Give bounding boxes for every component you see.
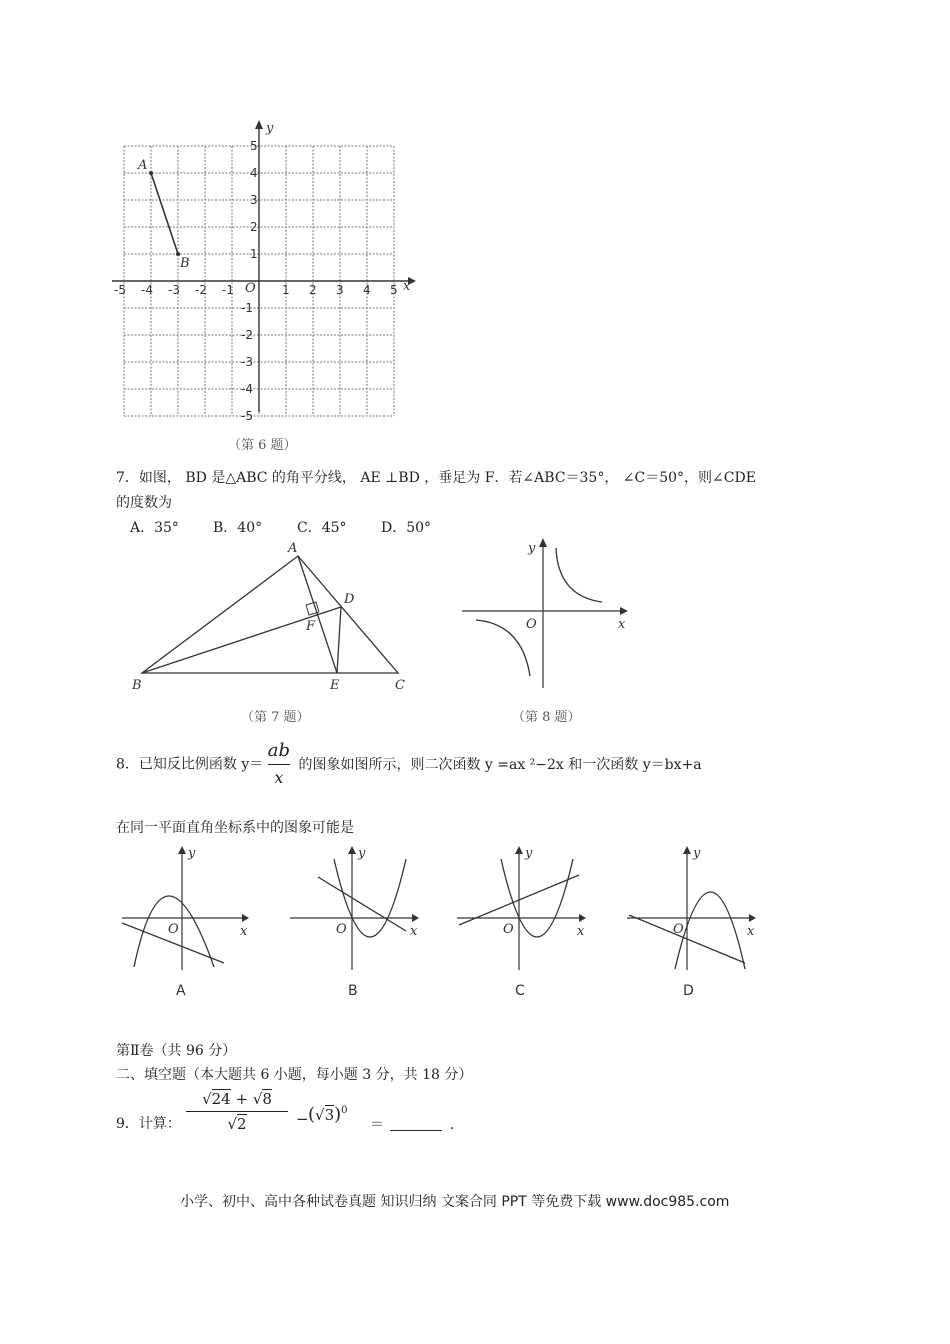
option-graph-d [623, 845, 763, 1000]
x-tick-label: 1 [282, 283, 290, 297]
question-8-suffix: 的图象如图所示，则二次函数 y =ax ²−2x 和一次函数 y＝bx+a [298, 756, 702, 773]
y-tick-label: -4 [241, 382, 253, 396]
question-7-option-a: A．35° [130, 520, 179, 536]
y-tick-label: -5 [241, 409, 253, 423]
plus-sign: + [230, 1090, 253, 1108]
x-tick-label: -2 [195, 283, 207, 297]
fraction-ab-over-x [268, 740, 290, 787]
figure-8-hyperbola [460, 536, 640, 696]
y-tick-label: -3 [241, 355, 253, 369]
period: ． [450, 1117, 464, 1133]
q9-fraction [182, 1090, 292, 1133]
sqrt-sign: √ [252, 1090, 263, 1108]
x-axis-label: x [747, 924, 755, 939]
y-axis-label: y [693, 846, 701, 861]
radicand-8: 8 [262, 1090, 272, 1108]
question-7-option-d: D．50° [381, 520, 432, 536]
option-graph-b [288, 845, 428, 1000]
figure-6-grid [110, 120, 420, 423]
origin-label: O [673, 922, 684, 937]
y-tick-label: -1 [241, 301, 253, 315]
y-tick-label: 5 [250, 139, 258, 153]
label-e: E [330, 678, 340, 693]
figure-7-caption: （第 7 题） [241, 710, 310, 725]
label-a: A [288, 541, 298, 556]
x-tick-label: 4 [363, 283, 371, 297]
origin-label: O [503, 922, 514, 937]
question-8-line2: 在同一平面直角坐标系中的图象可能是 [116, 820, 354, 836]
label-f: F [306, 619, 316, 634]
radicand-2: 2 [237, 1115, 247, 1133]
segment-de [337, 607, 341, 673]
triangle-abc [142, 556, 398, 673]
answer-blank [390, 1130, 442, 1131]
x-axis-arrow [620, 607, 628, 615]
x-tick-label: -3 [168, 283, 180, 297]
fill-in-header: 二、填空题（本大题共 6 小题，每小题 3 分，共 18 分） [116, 1067, 473, 1083]
exponent-0: 0 [341, 1105, 348, 1116]
fraction-denominator: x [274, 768, 284, 787]
question-7-option-c: C．45° [297, 520, 347, 536]
x-axis-arrow [749, 914, 756, 922]
origin-label: O [168, 922, 179, 937]
sqrt-sign: √ [227, 1115, 237, 1133]
x-axis-arrow [242, 914, 249, 922]
section-2-title: 第Ⅱ卷（共 96 分） [116, 1043, 237, 1059]
y-axis-arrow [683, 846, 691, 854]
origin-label: O [336, 922, 347, 937]
y-axis-arrow [178, 846, 186, 854]
fraction-bar [186, 1111, 288, 1112]
x-tick-label: 5 [390, 283, 398, 297]
hyperbola-branch-q1 [556, 548, 602, 602]
radicand-3: 3 [324, 1106, 335, 1124]
radicand-24: 24 [211, 1090, 231, 1108]
q9-denominator [182, 1115, 292, 1133]
minus-sign: − [296, 1110, 309, 1128]
y-tick-label: -2 [241, 328, 253, 342]
x-axis-label: x [410, 924, 418, 939]
x-tick-label: -1 [222, 283, 234, 297]
x-axis-arrow [412, 914, 419, 922]
option-letter-b: B [348, 983, 358, 999]
segment-bd [142, 607, 341, 673]
question-8-line1 [116, 740, 702, 790]
equals-sign: ＝ [370, 1117, 384, 1133]
figure-6-caption: （第 6 题） [228, 438, 297, 453]
origin-label: O [245, 281, 256, 296]
y-axis-arrow [515, 846, 523, 854]
paren-term: $(√3)^0$ [308, 1104, 348, 1125]
segment-ab [151, 173, 178, 254]
point-a [149, 171, 153, 175]
y-tick-label: 2 [250, 220, 258, 234]
x-tick-label: 3 [336, 283, 344, 297]
figure-7-triangle [130, 538, 420, 698]
y-axis-label: y [358, 846, 366, 861]
label-b: B [132, 678, 142, 693]
y-axis-arrow [539, 538, 547, 547]
q9-numerator [182, 1090, 292, 1108]
segment-ae [298, 556, 337, 673]
parabola [675, 892, 745, 969]
x-axis-label: x [403, 279, 411, 294]
x-axis-label: x [577, 924, 585, 939]
option-graph-c [455, 845, 595, 1000]
y-axis-label: y [266, 121, 274, 136]
x-tick-label: 2 [309, 283, 317, 297]
label-c: C [395, 678, 405, 693]
hyperbola-branch-q3 [476, 620, 530, 676]
sqrt-sign: √ [202, 1090, 212, 1108]
y-axis-arrow [255, 120, 263, 129]
option-letter-d: D [683, 983, 694, 999]
question-9-prefix: 9．计算： [116, 1116, 181, 1132]
origin-label: O [526, 617, 537, 632]
y-tick-label: 3 [250, 193, 258, 207]
x-tick-label: -4 [141, 283, 153, 297]
option-letter-a: A [176, 983, 186, 999]
point-b-label: B [180, 256, 190, 271]
label-d: D [344, 592, 355, 607]
y-axis-label: y [528, 541, 536, 556]
question-7-line2: 的度数为 [116, 495, 172, 511]
footer-text: 小学、初中、高中各种试卷真题 知识归纳 文案合同 PPT 等免费下载 www.doc985.com [180, 1194, 730, 1210]
question-8-prefix: 8．已知反比例函数 y＝ [116, 756, 264, 773]
figure-8-caption: （第 8 题） [512, 710, 581, 725]
option-graph-a [118, 845, 258, 1000]
x-axis-arrow [579, 914, 586, 922]
y-axis-label: y [188, 846, 196, 861]
question-7-line1: 7．如图， BD 是△ABC 的角平分线， AE ⊥BD ，垂足为 F．若∠ABC＝35°， ∠C＝50°，则∠CDE [116, 470, 756, 486]
question-7-option-b: B．40° [213, 520, 263, 536]
x-axis-label: x [618, 617, 626, 632]
y-tick-label: 4 [250, 166, 258, 180]
fraction-numerator: ab [267, 740, 290, 761]
x-axis-label: x [240, 924, 248, 939]
y-axis-arrow [348, 846, 356, 854]
option-letter-c: C [515, 983, 525, 999]
x-tick-label: -5 [114, 283, 126, 297]
y-axis-label: y [525, 846, 533, 861]
point-a-label: A [138, 158, 148, 173]
y-tick-label: 1 [250, 247, 258, 261]
